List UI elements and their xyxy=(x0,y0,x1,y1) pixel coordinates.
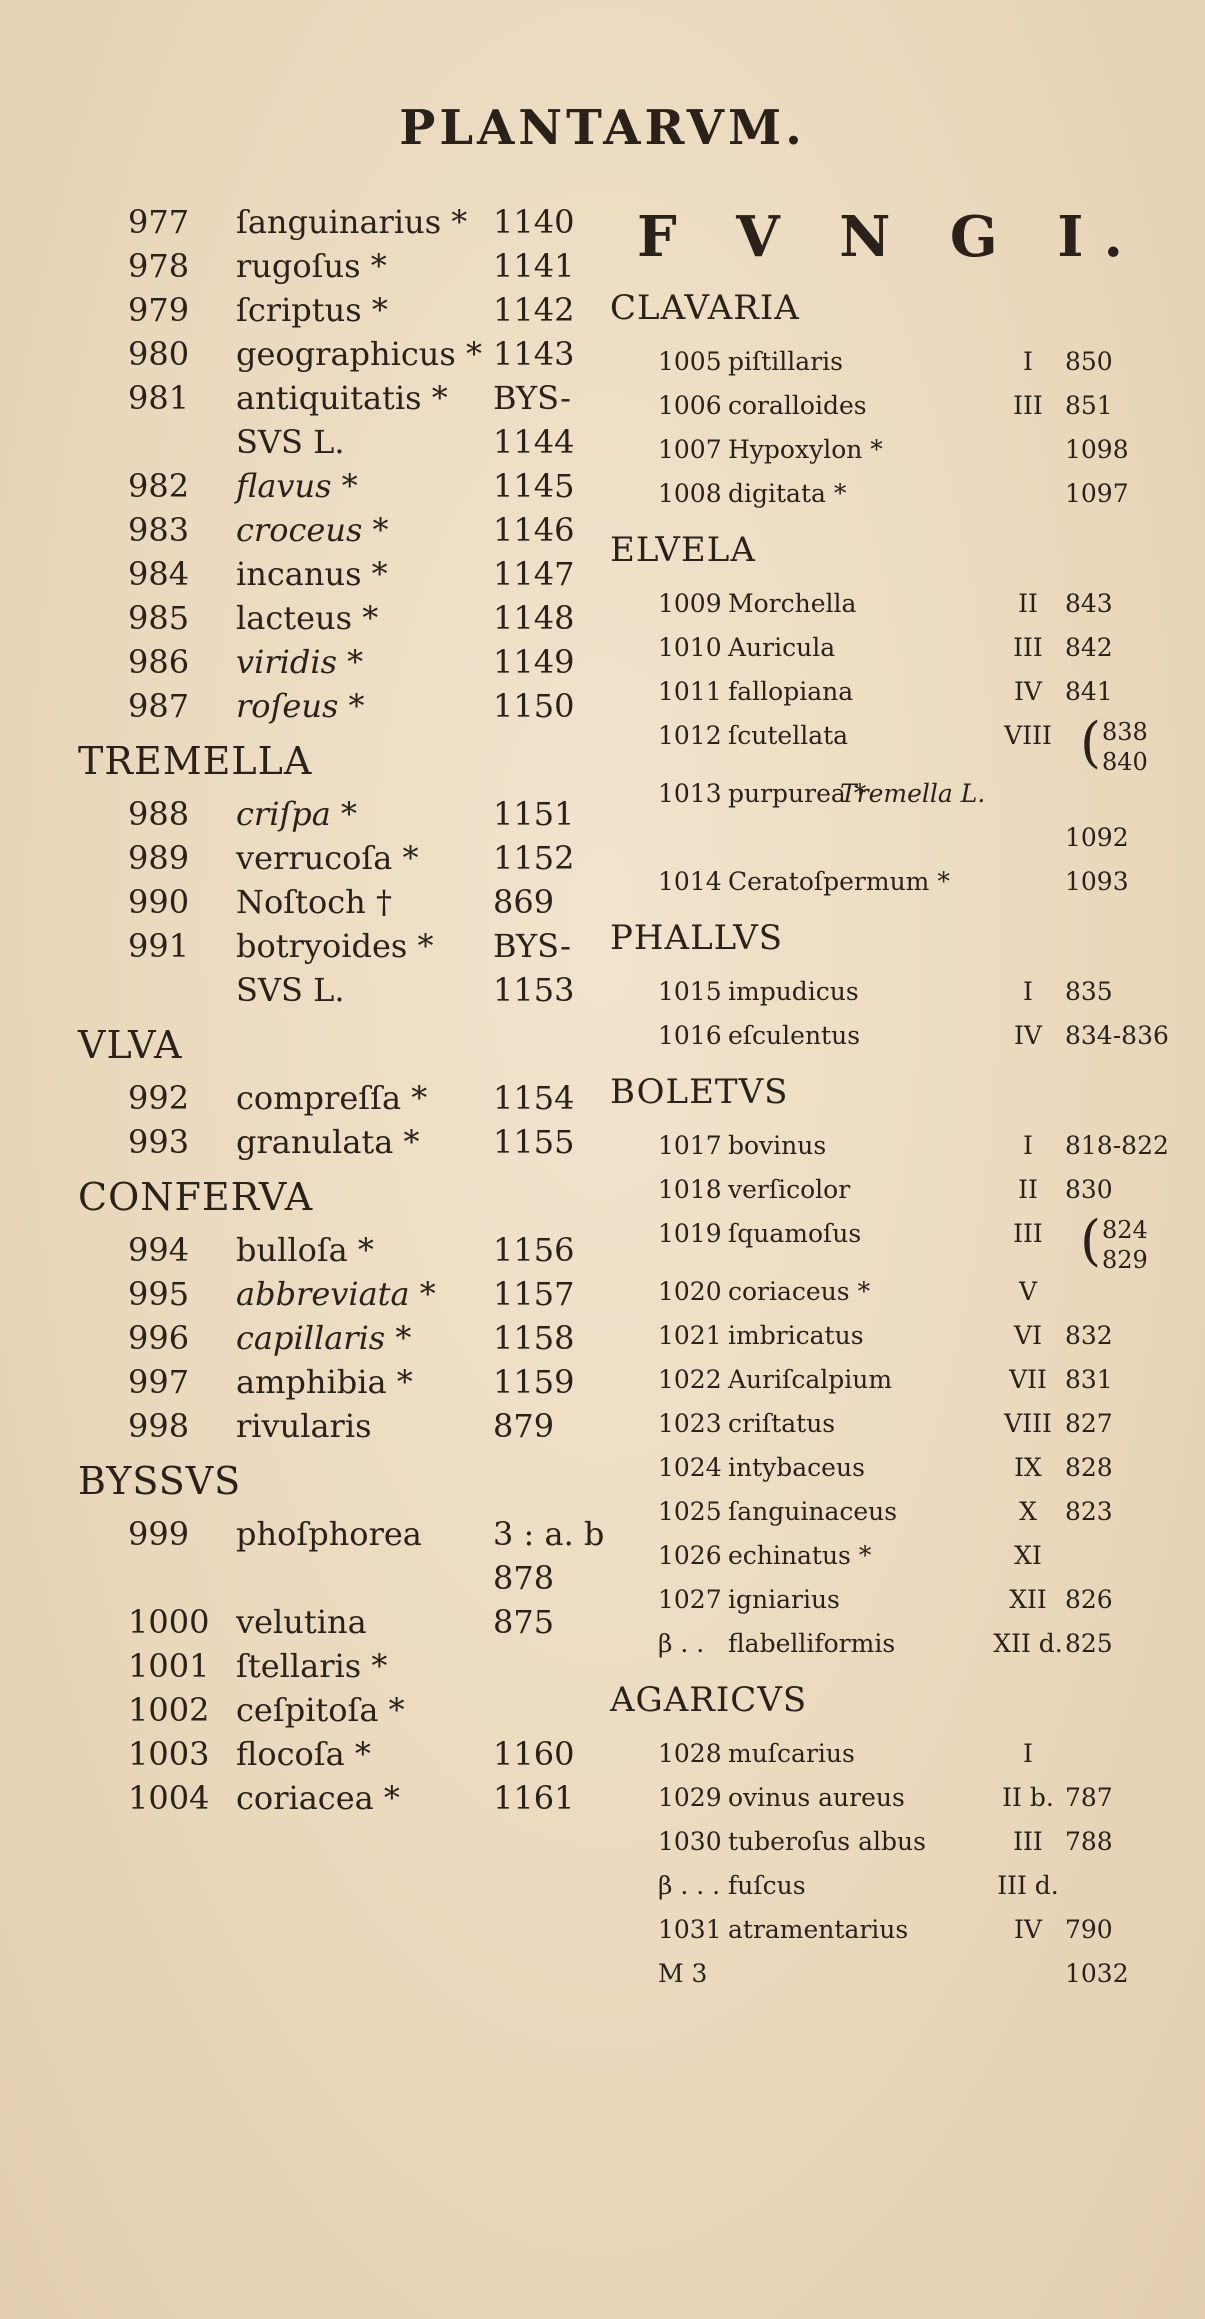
entry-name: antiquitatis * xyxy=(236,379,448,417)
entry-roman: II xyxy=(1018,1175,1038,1204)
entry-number: 1010 xyxy=(658,633,722,662)
entry-number: 1025 xyxy=(658,1497,722,1526)
entry-row xyxy=(610,970,1170,1014)
entry-note: Tremella L. xyxy=(840,779,986,808)
entry-row xyxy=(78,1076,608,1120)
entry-ref: 1154 xyxy=(493,1079,575,1117)
entry-name: abbreviata * xyxy=(236,1275,436,1313)
entry-name: SVS L. xyxy=(236,971,345,1009)
entry-number: 980 xyxy=(128,335,190,373)
entry-name: ſcriptus * xyxy=(236,291,388,329)
entry-number: 1008 xyxy=(658,479,722,508)
entry-name: viridis * xyxy=(236,643,364,681)
entry-name: imbricatus xyxy=(728,1321,864,1350)
entry-row xyxy=(78,640,608,684)
entry-name: verſicolor xyxy=(728,1175,851,1204)
entry-name: rugoſus * xyxy=(236,247,387,285)
entry-row xyxy=(78,200,608,244)
entry-name: ſtellaris * xyxy=(236,1647,388,1685)
entry-row xyxy=(610,1908,1170,1952)
entry-roman: III xyxy=(1013,1219,1043,1248)
entry-number: 1006 xyxy=(658,391,722,420)
entry-row xyxy=(610,428,1170,472)
entry-ref: 851 xyxy=(1065,391,1113,420)
entry-name: amphibia * xyxy=(236,1363,413,1401)
entry-ref: 828 xyxy=(1065,1453,1113,1482)
entry-row xyxy=(610,384,1170,428)
entry-roman: I xyxy=(1023,977,1033,1006)
entry-row xyxy=(78,968,608,1012)
entry-roman: XI xyxy=(1014,1541,1042,1570)
entry-name: criſtatus xyxy=(728,1409,836,1438)
entry-row xyxy=(78,552,608,596)
entry-ref: 818-822 xyxy=(1065,1131,1169,1160)
entry-name: piſtillaris xyxy=(728,347,843,376)
entry-row xyxy=(610,670,1170,714)
entry-ref: 830 xyxy=(1065,1175,1113,1204)
entry-name: velutina xyxy=(236,1603,367,1641)
entry-row xyxy=(610,1209,1170,1274)
entry-number: 987 xyxy=(128,687,190,725)
entry-roman: IV xyxy=(1014,1021,1042,1050)
entry-row xyxy=(78,508,608,552)
entry-row xyxy=(610,1732,1170,1776)
entry-row xyxy=(78,1556,608,1600)
entry-ref: 1155 xyxy=(493,1123,575,1161)
entry-ref: 1141 xyxy=(493,247,575,285)
entry-row xyxy=(78,244,608,288)
entry-row xyxy=(78,288,608,332)
entry-name: verrucoſa * xyxy=(236,839,419,877)
entry-name: bulloſa * xyxy=(236,1231,374,1269)
genus-heading: ELVELA xyxy=(610,530,756,570)
entry-row xyxy=(78,376,608,420)
entry-ref: 834-836 xyxy=(1065,1021,1169,1050)
entry-row xyxy=(610,1864,1170,1908)
entry-number: M 3 xyxy=(658,1959,708,1988)
entry-name: igniarius xyxy=(728,1585,840,1614)
entry-ref: 1161 xyxy=(493,1779,575,1817)
entry-row xyxy=(610,340,1170,384)
entry-ref: 790 xyxy=(1065,1915,1113,1944)
entry-name: coriacea * xyxy=(236,1779,400,1817)
entry-number: 991 xyxy=(128,927,190,965)
entry-name: ſcutellata xyxy=(728,721,849,750)
entry-name: rivularis xyxy=(236,1407,372,1445)
entry-number: 977 xyxy=(128,203,190,241)
entry-name: ſanguinarius * xyxy=(236,203,468,241)
entry-name: capillaris * xyxy=(236,1319,412,1357)
genus-heading: CLAVARIA xyxy=(610,288,800,328)
entry-number: 990 xyxy=(128,883,190,921)
entry-name: impudicus xyxy=(728,977,859,1006)
entry-ref: 1093 xyxy=(1065,867,1129,896)
entry-row xyxy=(78,1360,608,1404)
entry-name: roſeus * xyxy=(236,687,365,725)
entry-ref: 826 xyxy=(1065,1585,1113,1614)
entry-name: intybaceus xyxy=(728,1453,865,1482)
entry-name: Hypoxylon * xyxy=(728,435,883,464)
entry-row xyxy=(610,1446,1170,1490)
entry-name: SVS L. xyxy=(236,423,345,461)
entry-row xyxy=(78,1600,608,1644)
entry-row xyxy=(78,332,608,376)
entry-name: granulata * xyxy=(236,1123,420,1161)
entry-number: 996 xyxy=(128,1319,190,1357)
entry-name: incanus * xyxy=(236,555,388,593)
entry-ref: 788 xyxy=(1065,1827,1113,1856)
entry-ref: 3 : a. b xyxy=(493,1515,605,1553)
entry-number: 1003 xyxy=(128,1735,210,1773)
entry-ref: 1149 xyxy=(493,643,575,681)
entry-number: 1017 xyxy=(658,1131,722,1160)
entry-row xyxy=(78,1512,608,1556)
entry-row xyxy=(610,711,1170,776)
genus-heading: AGARICVS xyxy=(610,1680,808,1720)
entry-roman: V xyxy=(1018,1277,1038,1306)
entry-ref: 1148 xyxy=(493,599,575,637)
entry-row xyxy=(610,626,1170,670)
entry-number: 1016 xyxy=(658,1021,722,1050)
entry-roman: II b. xyxy=(1002,1783,1054,1812)
entry-number: 1028 xyxy=(658,1739,722,1768)
entry-row xyxy=(78,880,608,924)
entry-number: 997 xyxy=(128,1363,190,1401)
entry-name: fallopiana xyxy=(728,677,854,706)
entry-ref: 1143 xyxy=(493,335,575,373)
entry-number: 1019 xyxy=(658,1219,722,1248)
entry-ref: 1153 xyxy=(493,971,575,1009)
entry-number: 1000 xyxy=(128,1603,210,1641)
entry-number: 1011 xyxy=(658,677,722,706)
entry-row xyxy=(78,1120,608,1164)
entry-ref: 825 xyxy=(1065,1629,1113,1658)
entry-row xyxy=(78,1316,608,1360)
entry-number: 1005 xyxy=(658,347,722,376)
entry-row xyxy=(78,1688,608,1732)
class-title: F V N G I. xyxy=(637,204,1143,270)
entry-row xyxy=(78,464,608,508)
entry-roman: VII xyxy=(1009,1365,1047,1394)
entry-roman: I xyxy=(1023,1739,1033,1768)
entry-row xyxy=(78,1404,608,1448)
entry-number: 1018 xyxy=(658,1175,722,1204)
entry-ref: 1150 xyxy=(493,687,575,725)
genus-heading: BYSSVS xyxy=(78,1459,242,1503)
entry-name: ovinus aureus xyxy=(728,1783,905,1812)
entry-name: Ceratoſpermum * xyxy=(728,867,950,896)
entry-ref: 840 xyxy=(1102,748,1148,776)
entry-ref: 842 xyxy=(1065,633,1113,662)
entry-row xyxy=(78,596,608,640)
entry-ref: 878 xyxy=(493,1559,555,1597)
entry-ref: 1151 xyxy=(493,795,575,833)
entry-row xyxy=(610,582,1170,626)
entry-row xyxy=(78,1732,608,1776)
entry-roman: XII d. xyxy=(993,1629,1063,1658)
entry-number: 995 xyxy=(128,1275,190,1313)
entry-number: β . . xyxy=(658,1629,705,1658)
entry-ref: 879 xyxy=(493,1407,555,1445)
entry-name: lacteus * xyxy=(236,599,379,637)
entry-ref: 1144 xyxy=(493,423,575,461)
entry-ref: 1140 xyxy=(493,203,575,241)
entry-number: 1027 xyxy=(658,1585,722,1614)
entry-number: 986 xyxy=(128,643,190,681)
entry-ref: BYS- xyxy=(493,379,571,417)
entry-number: 1023 xyxy=(658,1409,722,1438)
entry-name: fuſcus xyxy=(728,1871,806,1900)
entry-ref: 1146 xyxy=(493,511,575,549)
entry-number: 1026 xyxy=(658,1541,722,1570)
entry-number: 992 xyxy=(128,1079,190,1117)
entry-ref: 1098 xyxy=(1065,435,1129,464)
entry-number: 978 xyxy=(128,247,190,285)
entry-row xyxy=(78,684,608,728)
entry-row xyxy=(610,1952,1170,1996)
entry-row xyxy=(610,1270,1170,1314)
entry-number: 993 xyxy=(128,1123,190,1161)
entry-ref: 1159 xyxy=(493,1363,575,1401)
entry-number: 1029 xyxy=(658,1783,722,1812)
entry-name: Auriſcalpium xyxy=(728,1365,893,1394)
entry-roman: X xyxy=(1019,1497,1037,1526)
entry-number: 999 xyxy=(128,1515,190,1553)
entry-number: 1013 xyxy=(658,779,722,808)
entry-name: Auricula xyxy=(728,633,836,662)
entry-name: criſpa * xyxy=(236,795,358,833)
entry-row xyxy=(610,1124,1170,1168)
entry-row xyxy=(78,792,608,836)
entry-roman: VI xyxy=(1014,1321,1042,1350)
entry-row xyxy=(610,1014,1170,1058)
entry-roman: I xyxy=(1023,347,1033,376)
entry-roman: II xyxy=(1018,589,1038,618)
entry-row xyxy=(610,1534,1170,1578)
brace-glyph: ( xyxy=(1080,1209,1102,1272)
entry-number: 1001 xyxy=(128,1647,210,1685)
entry-number: 1030 xyxy=(658,1827,722,1856)
entry-row xyxy=(78,420,608,464)
entry-row xyxy=(610,1578,1170,1622)
entry-name: ceſpitoſa * xyxy=(236,1691,405,1729)
entry-name: flocoſa * xyxy=(236,1735,371,1773)
entry-row xyxy=(610,1314,1170,1358)
entry-number: 984 xyxy=(128,555,190,593)
entry-number: 982 xyxy=(128,467,190,505)
entry-row xyxy=(610,1622,1170,1666)
genus-heading: BOLETVS xyxy=(610,1072,789,1112)
entry-row xyxy=(78,1228,608,1272)
entry-ref: 1156 xyxy=(493,1231,575,1269)
entry-ref: 1032 xyxy=(1065,1959,1129,1988)
entry-number: 1031 xyxy=(658,1915,722,1944)
entry-number: 981 xyxy=(128,379,190,417)
entry-number: 1009 xyxy=(658,589,722,618)
entry-number: 1004 xyxy=(128,1779,210,1817)
entry-number: 994 xyxy=(128,1231,190,1269)
page-header: PLANTARVM. xyxy=(399,100,806,156)
entry-number: 1015 xyxy=(658,977,722,1006)
entry-number: 1007 xyxy=(658,435,722,464)
entry-roman: III d. xyxy=(997,1871,1059,1900)
entry-ref: 823 xyxy=(1065,1497,1113,1526)
entry-name: ſquamoſus xyxy=(728,1219,862,1248)
entry-number: 1022 xyxy=(658,1365,722,1394)
ref-brace xyxy=(1080,711,1170,776)
entry-name: atramentarius xyxy=(728,1915,909,1944)
entry-name: digitata * xyxy=(728,479,847,508)
entry-row xyxy=(78,1776,608,1820)
entry-ref: 843 xyxy=(1065,589,1113,618)
entry-name: phoſphorea xyxy=(236,1515,422,1553)
entry-name: croceus * xyxy=(236,511,389,549)
entry-roman: III xyxy=(1013,1827,1043,1856)
entry-ref: 850 xyxy=(1065,347,1113,376)
entry-name: Noſtoch † xyxy=(236,883,392,921)
entry-name: Morchella xyxy=(728,589,857,618)
genus-heading: CONFERVA xyxy=(78,1175,314,1219)
entry-number: 988 xyxy=(128,795,190,833)
entry-ref: 1097 xyxy=(1065,479,1129,508)
entry-ref: 1152 xyxy=(493,839,575,877)
genus-heading: PHALLVS xyxy=(610,918,784,958)
entry-number: 1012 xyxy=(658,721,722,750)
genus-heading: TREMELLA xyxy=(78,739,313,783)
entry-ref: 1092 xyxy=(1065,823,1129,852)
entry-row xyxy=(610,816,1170,860)
entry-number: β . . . xyxy=(658,1871,721,1900)
entry-row xyxy=(610,860,1170,904)
entry-name: botryoides * xyxy=(236,927,434,965)
entry-roman: IX xyxy=(1014,1453,1042,1482)
entry-ref: 1145 xyxy=(493,467,575,505)
entry-roman: VIII xyxy=(1004,1409,1052,1438)
entry-ref: 841 xyxy=(1065,677,1113,706)
entry-number: 1014 xyxy=(658,867,722,896)
entry-number: 985 xyxy=(128,599,190,637)
entry-ref: 824 xyxy=(1102,1216,1148,1244)
genus-heading: VLVA xyxy=(78,1023,183,1067)
entry-roman: III xyxy=(1013,633,1043,662)
entry-row xyxy=(610,772,1170,816)
entry-ref: 875 xyxy=(493,1603,555,1641)
entry-row xyxy=(610,1402,1170,1446)
entry-name: coriaceus * xyxy=(728,1277,871,1306)
entry-ref: 831 xyxy=(1065,1365,1113,1394)
entry-name: tuberoſus albus xyxy=(728,1827,926,1856)
entry-name: geographicus * xyxy=(236,335,482,373)
brace-glyph: ( xyxy=(1080,711,1102,774)
entry-row xyxy=(610,472,1170,516)
entry-name: echinatus * xyxy=(728,1541,872,1570)
entry-name: purpurea * xyxy=(728,779,867,808)
right-column xyxy=(610,200,1170,1996)
entry-name: ſanguinaceus xyxy=(728,1497,898,1526)
entry-row xyxy=(610,1776,1170,1820)
entry-roman: I xyxy=(1023,1131,1033,1160)
entry-ref: 1158 xyxy=(493,1319,575,1357)
entry-name: coralloides xyxy=(728,391,867,420)
entry-ref: 1142 xyxy=(493,291,575,329)
entry-number: 979 xyxy=(128,291,190,329)
entry-row xyxy=(78,1644,608,1688)
entry-ref: 1147 xyxy=(493,555,575,593)
entry-ref: 838 xyxy=(1102,718,1148,746)
entry-number: 1021 xyxy=(658,1321,722,1350)
entry-roman: IV xyxy=(1014,677,1042,706)
entry-ref: 832 xyxy=(1065,1321,1113,1350)
entry-row xyxy=(78,924,608,968)
left-column xyxy=(78,200,608,1820)
entry-row xyxy=(610,1168,1170,1212)
entry-ref: 869 xyxy=(493,883,555,921)
entry-number: 998 xyxy=(128,1407,190,1445)
entry-number: 983 xyxy=(128,511,190,549)
entry-name: flavus * xyxy=(236,467,358,505)
entry-row xyxy=(610,1490,1170,1534)
entry-roman: III xyxy=(1013,391,1043,420)
entry-ref: 1160 xyxy=(493,1735,575,1773)
entry-name: muſcarius xyxy=(728,1739,855,1768)
ref-brace xyxy=(1080,1209,1170,1274)
entry-row xyxy=(78,1272,608,1316)
entry-ref: 1157 xyxy=(493,1275,575,1313)
entry-ref: 835 xyxy=(1065,977,1113,1006)
entry-number: 1020 xyxy=(658,1277,722,1306)
entry-roman: IV xyxy=(1014,1915,1042,1944)
entry-roman: XII xyxy=(1009,1585,1047,1614)
entry-roman: VIII xyxy=(1004,721,1052,750)
entry-row xyxy=(610,1820,1170,1864)
entry-ref: 827 xyxy=(1065,1409,1113,1438)
entry-name: bovinus xyxy=(728,1131,827,1160)
entry-name: eſculentus xyxy=(728,1021,861,1050)
entry-ref: 829 xyxy=(1102,1246,1148,1274)
entry-ref: BYS- xyxy=(493,927,571,965)
entry-name: compreſſa * xyxy=(236,1079,428,1117)
entry-number: 1002 xyxy=(128,1691,210,1729)
entry-number: 989 xyxy=(128,839,190,877)
entry-row xyxy=(78,836,608,880)
entry-row xyxy=(610,1358,1170,1402)
entry-name: flabelliformis xyxy=(728,1629,896,1658)
entry-ref: 787 xyxy=(1065,1783,1113,1812)
entry-number: 1024 xyxy=(658,1453,722,1482)
